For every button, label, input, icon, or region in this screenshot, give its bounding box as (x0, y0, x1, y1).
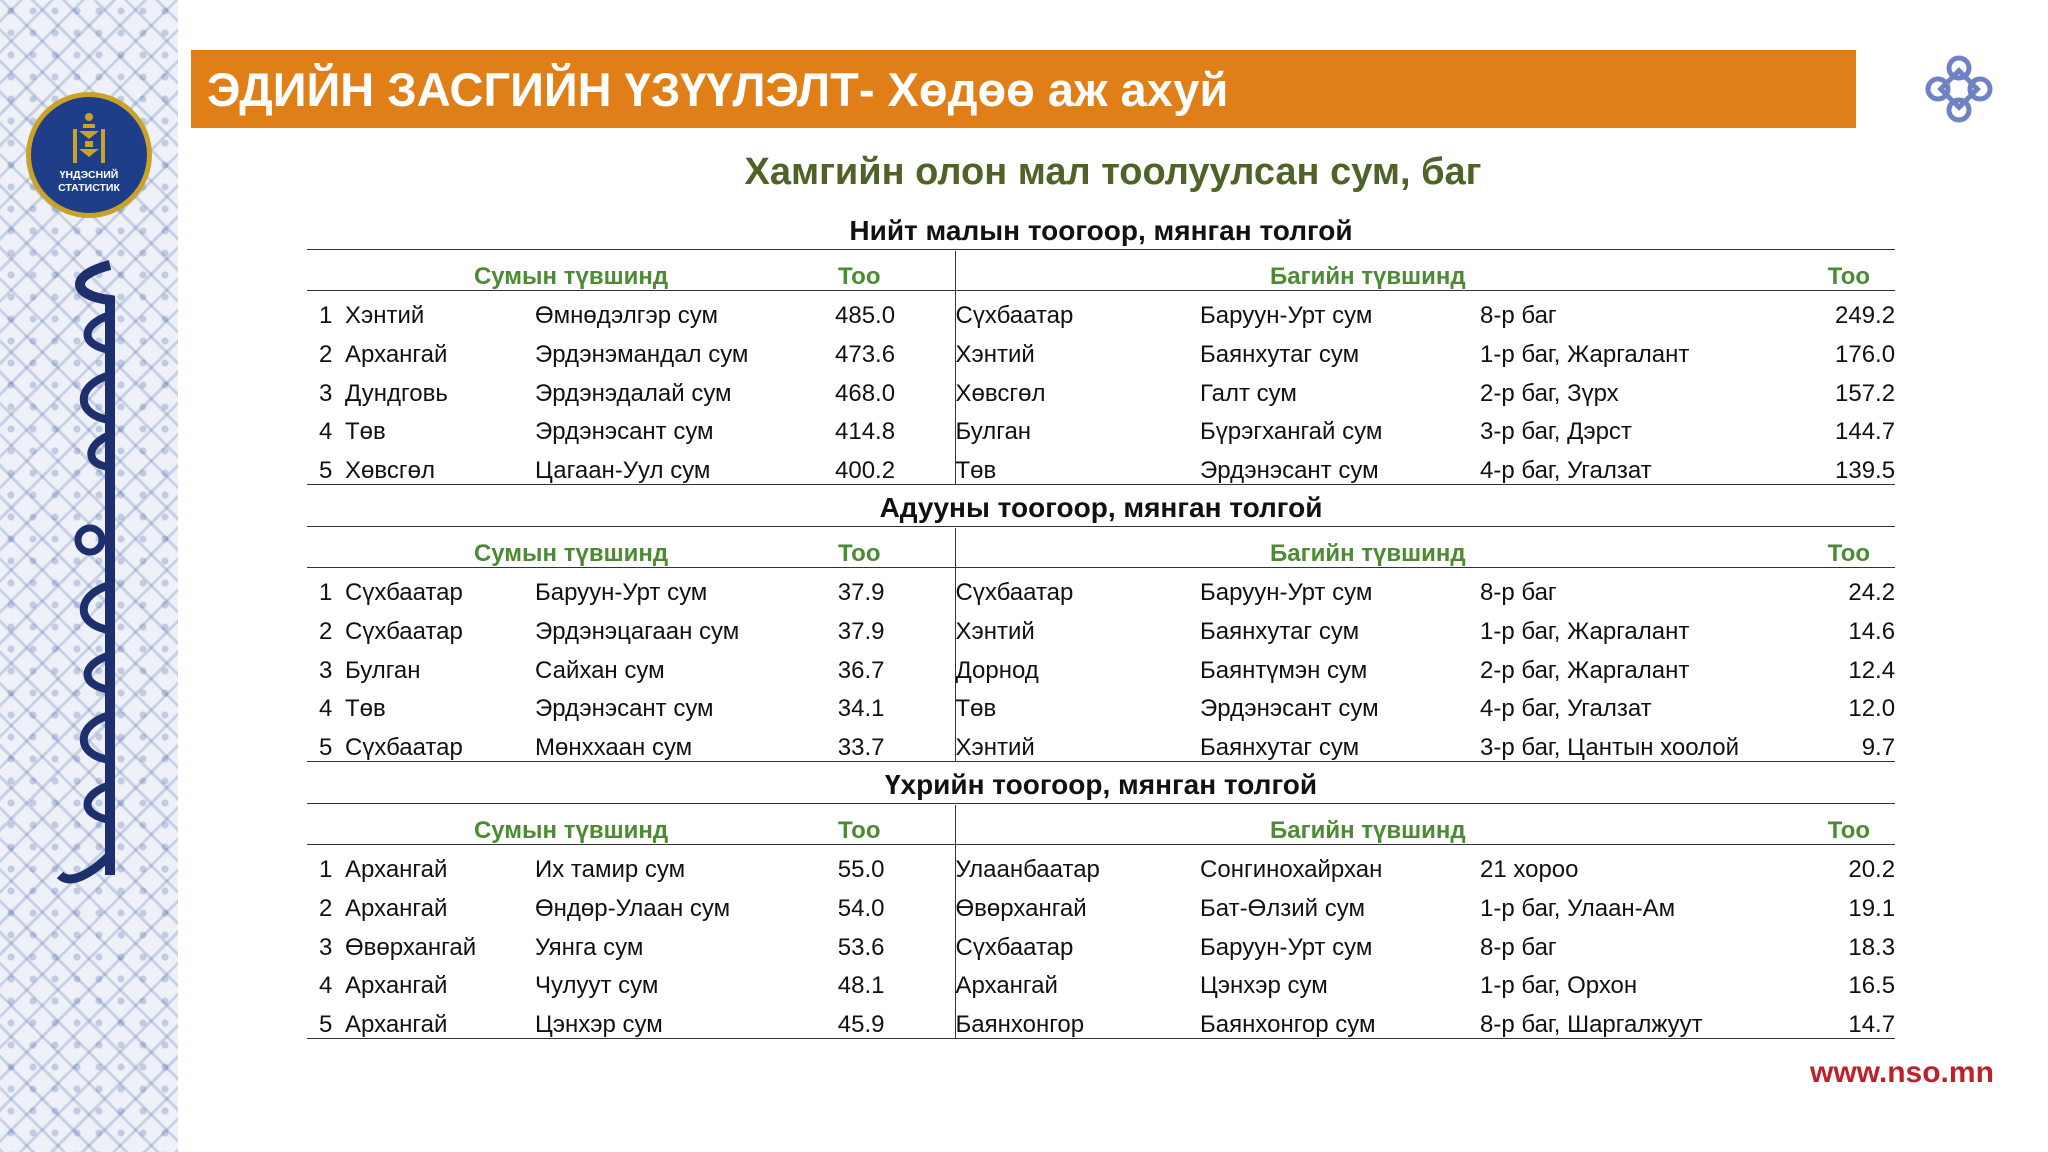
bag-aimag: Өвөрхангай (955, 895, 1087, 923)
bag-value: 144.7 (1835, 418, 1896, 446)
aimag: Хэнтий (345, 302, 425, 330)
value: 36.7 (835, 645, 955, 684)
aimag: Сүхбаатар (345, 722, 535, 761)
soum: Эрдэнэсант сум (535, 418, 714, 446)
value: 485.0 (835, 290, 955, 329)
rank: 1 (319, 302, 333, 330)
bag-value: 14.6 (1848, 618, 1896, 646)
bag-name: 3-р баг, Цантын хоолой (1480, 722, 1780, 761)
bag-soum: Баруун-Урт сум (1200, 579, 1373, 607)
value-header: Тоо (1780, 251, 1895, 290)
page-subtitle: Хамгийн олон мал тоолуулсан сум, баг (744, 151, 1482, 193)
table-row (307, 961, 1895, 1000)
bag-name: 21 хороо (1480, 856, 1579, 884)
bag-name: 8-р баг (1480, 579, 1557, 607)
bag-soum: Баянхутаг сум (1200, 341, 1360, 369)
soum: Мөнххаан сум (535, 722, 835, 761)
aimag: Архангай (345, 856, 448, 884)
value: 37.9 (835, 567, 955, 606)
table-row (307, 844, 1895, 883)
table-row (307, 606, 1895, 645)
soum: Цэнхэр сум (535, 999, 835, 1038)
bag-name: 1-р баг, Жаргалант (1480, 341, 1690, 369)
value: 400.2 (835, 445, 955, 484)
aimag: Хөвсгөл (345, 445, 535, 484)
table-header-row (307, 528, 1895, 567)
table-row (307, 999, 1895, 1038)
soum: Эрдэнэцагаан сум (535, 618, 740, 646)
bag-name: 4-р баг, Угалзат (1480, 695, 1652, 723)
value: 34.1 (835, 684, 955, 723)
aimag: Архангай (345, 895, 448, 923)
aimag: Архангай (345, 341, 448, 369)
table-row (307, 445, 1895, 484)
bag-value: 14.7 (1780, 999, 1895, 1038)
soum: Чулуут сум (535, 972, 659, 1000)
bag-soum: Цэнхэр сум (1200, 972, 1328, 1000)
bag-aimag: Хөвсгөл (955, 379, 1046, 407)
rank: 5 (307, 722, 345, 761)
bag-aimag: Хэнтий (955, 722, 1200, 761)
data-table (307, 805, 1895, 1039)
bag-aimag: Төв (955, 445, 1200, 484)
rank: 4 (319, 972, 333, 1000)
bag-value: 16.5 (1848, 972, 1896, 1000)
bag-value: 12.0 (1848, 695, 1896, 723)
table-row (307, 329, 1895, 368)
aimag: Архангай (345, 972, 448, 1000)
bag-value: 24.2 (1848, 579, 1896, 607)
table-row (307, 684, 1895, 723)
bag-name: 4-р баг, Угалзат (1480, 445, 1780, 484)
bag-aimag: Сүхбаатар (955, 579, 1074, 607)
table-row (307, 645, 1895, 684)
soum: Эрдэнэдалай сум (535, 379, 732, 407)
bag-name: 1-р баг, Жаргалант (1480, 618, 1690, 646)
bag-name: 1-р баг, Улаан-Ам (1480, 895, 1676, 923)
logo-line-2: СТАТИСТИК (58, 182, 120, 194)
value: 468.0 (835, 368, 955, 407)
bag-soum: Баянхутаг сум (1200, 722, 1480, 761)
table-row (307, 922, 1895, 961)
rank: 4 (319, 418, 333, 446)
banner-title: ЭДИЙН ЗАСГИЙН ҮЗҮҮЛЭЛТ- Хөдөө аж ахуй (207, 63, 1229, 116)
rank: 1 (319, 856, 333, 884)
bag-soum: Баянхонгор сум (1200, 999, 1480, 1038)
bag-value: 12.4 (1848, 656, 1896, 684)
value-header: Тоо (835, 528, 955, 567)
aimag: Дундговь (345, 379, 448, 407)
bag-name: 8-р баг (1480, 302, 1557, 330)
rank: 3 (319, 933, 333, 961)
title-banner (191, 50, 1856, 128)
rank: 4 (319, 695, 333, 723)
value: 48.1 (835, 961, 955, 1000)
bag-aimag: Булган (955, 418, 1032, 446)
bag-soum: Баруун-Урт сум (1200, 933, 1373, 961)
table-row (307, 722, 1895, 761)
rank: 5 (307, 999, 345, 1038)
table-row (307, 883, 1895, 922)
bag-aimag: Дорнод (955, 656, 1039, 684)
soum-level-header: Сумын түвшинд (307, 805, 835, 844)
bag-aimag: Сүхбаатар (955, 933, 1074, 961)
data-table (307, 528, 1895, 762)
table-header-row (307, 251, 1895, 290)
bag-aimag: Хэнтий (955, 618, 1035, 646)
soum: Цагаан-Уул сум (535, 445, 835, 484)
aimag: Архангай (345, 999, 535, 1038)
value: 33.7 (835, 722, 955, 761)
bag-soum: Баянтүмэн сум (1200, 656, 1368, 684)
soum: Өмнөдэлгэр сум (535, 302, 719, 330)
bag-value: 139.5 (1780, 445, 1895, 484)
bag-value: 20.2 (1848, 856, 1896, 884)
rank: 5 (307, 445, 345, 484)
soum: Сайхан сум (535, 656, 665, 684)
bag-soum: Эрдэнэсант сум (1200, 695, 1379, 723)
bag-aimag: Сүхбаатар (955, 302, 1074, 330)
bag-aimag: Архангай (955, 972, 1058, 1000)
value: 37.9 (835, 606, 955, 645)
bag-soum: Бүрэгхангай сум (1200, 418, 1383, 446)
soum: Эрдэнэмандал сум (535, 341, 749, 369)
bag-name: 1-р баг, Орхон (1480, 972, 1638, 1000)
value-header: Тоо (835, 805, 955, 844)
bag-soum: Баянхутаг сум (1200, 618, 1360, 646)
bag-value: 18.3 (1848, 933, 1896, 961)
table-row (307, 368, 1895, 407)
bag-soum: Эрдэнэсант сум (1200, 445, 1480, 484)
bag-name: 8-р баг (1480, 933, 1557, 961)
soum: Өндөр-Улаан сум (535, 895, 731, 923)
section-caption: Адууны тоогоор, мянган толгой (307, 490, 1895, 527)
bag-soum: Баруун-Урт сум (1200, 302, 1373, 330)
logo-line-1: ҮНДЭСНИЙ (59, 169, 119, 181)
bag-level-header: Багийн түвшинд (955, 251, 1780, 290)
rank: 2 (319, 618, 333, 646)
value-header: Тоо (1780, 528, 1895, 567)
table-row (307, 407, 1895, 446)
data-table (307, 251, 1895, 485)
aimag: Булган (345, 656, 421, 684)
website-link[interactable]: www.nso.mn (1810, 1056, 1994, 1089)
bag-name: 2-р баг, Жаргалант (1480, 656, 1690, 684)
aimag: Сүхбаатар (345, 579, 463, 607)
bag-value: 19.1 (1848, 895, 1896, 923)
aimag: Өвөрхангай (345, 933, 477, 961)
bag-aimag: Хэнтий (955, 341, 1035, 369)
aimag: Төв (345, 695, 386, 723)
bag-name: 2-р баг, Зүрх (1480, 379, 1619, 407)
soum-level-header: Сумын түвшинд (307, 251, 835, 290)
bag-value: 9.7 (1780, 722, 1895, 761)
bag-value: 176.0 (1835, 341, 1896, 369)
aimag: Төв (345, 418, 386, 446)
rank: 3 (319, 656, 333, 684)
bag-value: 249.2 (1835, 302, 1896, 330)
section-caption: Нийт малын тоогоор, мянган толгой (307, 213, 1895, 250)
value: 473.6 (835, 329, 955, 368)
bag-level-header: Багийн түвшинд (955, 805, 1780, 844)
rank: 2 (319, 341, 333, 369)
bag-aimag: Улаанбаатар (955, 856, 1100, 884)
mongolian-script-graphic (50, 255, 134, 895)
section-caption: Үхрийн тоогоор, мянган толгой (307, 767, 1895, 804)
table-header-row (307, 805, 1895, 844)
bag-soum: Бат-Өлзий сум (1200, 895, 1365, 923)
bag-value: 157.2 (1835, 379, 1896, 407)
soum-level-header: Сумын түвшинд (307, 528, 835, 567)
bag-soum: Сонгинохайрхан (1200, 856, 1383, 884)
bag-name: 8-р баг, Шаргалжуут (1480, 999, 1780, 1038)
table-row (307, 567, 1895, 606)
value: 54.0 (835, 883, 955, 922)
value: 55.0 (835, 844, 955, 883)
rank: 2 (319, 895, 333, 923)
table-row (307, 290, 1895, 329)
soum: Баруун-Урт сум (535, 579, 708, 607)
bag-soum: Галт сум (1200, 379, 1297, 407)
aimag: Сүхбаатар (345, 618, 463, 646)
value-header: Тоо (835, 251, 955, 290)
rank: 1 (319, 579, 333, 607)
bag-name: 3-р баг, Дэрст (1480, 418, 1632, 446)
rank: 3 (319, 379, 333, 407)
knot-emblem-icon (1924, 54, 1994, 124)
bag-aimag: Төв (955, 695, 997, 723)
soum: Уянга сум (535, 933, 644, 961)
value: 45.9 (835, 999, 955, 1038)
bag-aimag: Баянхонгор (955, 999, 1200, 1038)
value-header: Тоо (1780, 805, 1895, 844)
value: 53.6 (835, 922, 955, 961)
value: 414.8 (835, 407, 955, 446)
soum: Их тамир сум (535, 856, 686, 884)
bag-level-header: Багийн түвшинд (955, 528, 1780, 567)
soum: Эрдэнэсант сум (535, 695, 714, 723)
